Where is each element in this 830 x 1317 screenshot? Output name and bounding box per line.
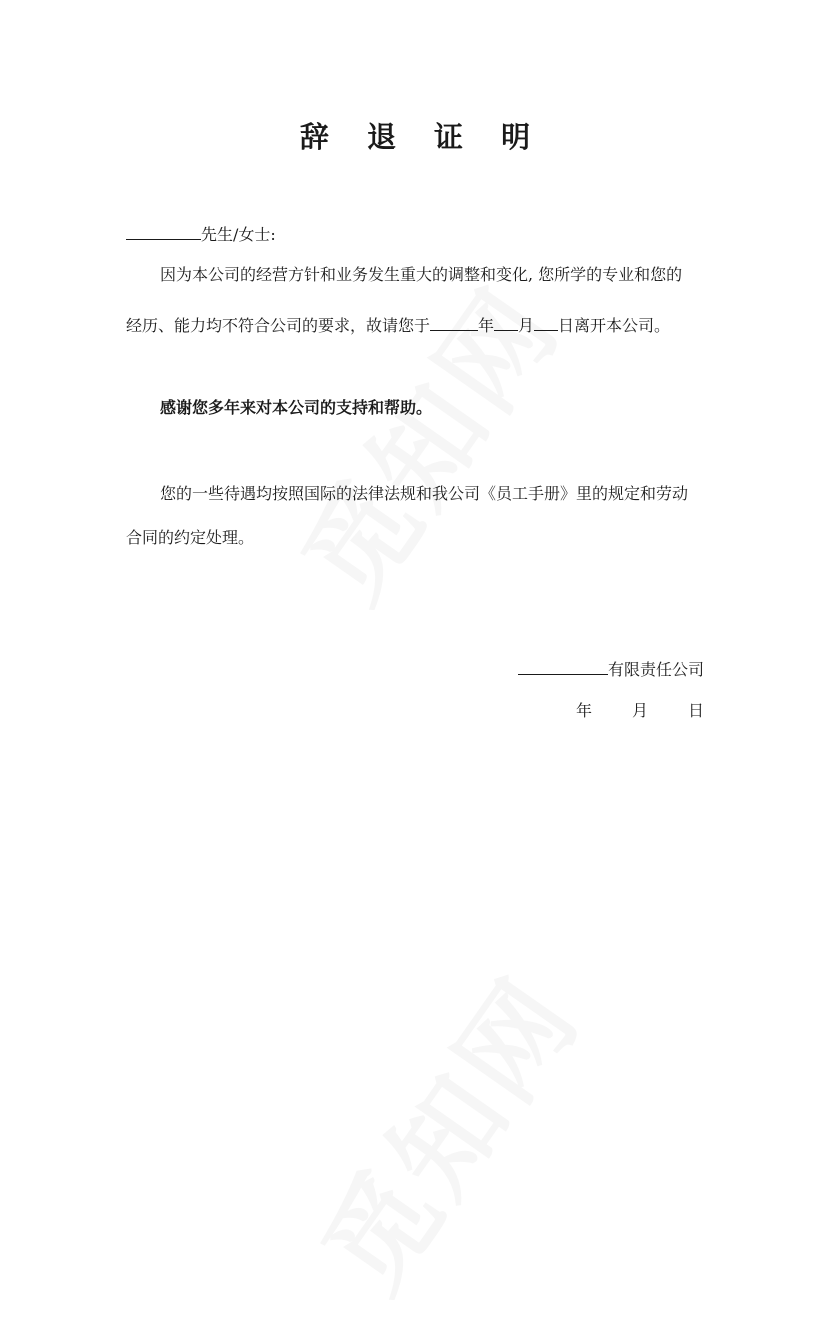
watermark [259, 251, 588, 627]
company-suffix: 有限责任公司 [607, 660, 704, 679]
paragraph1-line2 [126, 313, 670, 337]
signature-year: 年 [575, 701, 592, 720]
day-blank [534, 313, 558, 331]
name-blank [126, 222, 201, 240]
day-label: 日离开本公司。 [558, 316, 671, 335]
signature-date [576, 700, 704, 722]
company-name-blank [518, 657, 608, 675]
paragraph3-line1: 您的一些待遇均按照国际的法律法规和我公司《员工手册》里的规定和劳动 [160, 484, 689, 503]
document-title: 辞 退 证 明 [299, 120, 545, 154]
paragraph1-line2-text: 经历、能力均不符合公司的要求，故请您于 [126, 316, 431, 335]
month-label: 月 [518, 316, 535, 335]
company-signature [518, 657, 704, 681]
salutation-line [126, 222, 276, 246]
salutation-text: 先生/女士: [201, 225, 276, 244]
month-blank [494, 313, 518, 331]
year-label: 年 [478, 316, 495, 335]
signature-day: 日 [687, 701, 704, 720]
signature-month: 月 [631, 701, 648, 720]
watermark-bottom [279, 941, 608, 1317]
paragraph1-line1: 因为本公司的经营方针和业务发生重大的调整和变化, 您所学的专业和您的 [160, 265, 683, 284]
paragraph3-line2: 合同的约定处理。 [126, 528, 255, 547]
year-blank [430, 313, 478, 331]
thanks-line: 感谢您多年来对本公司的支持和帮助。 [160, 398, 433, 417]
